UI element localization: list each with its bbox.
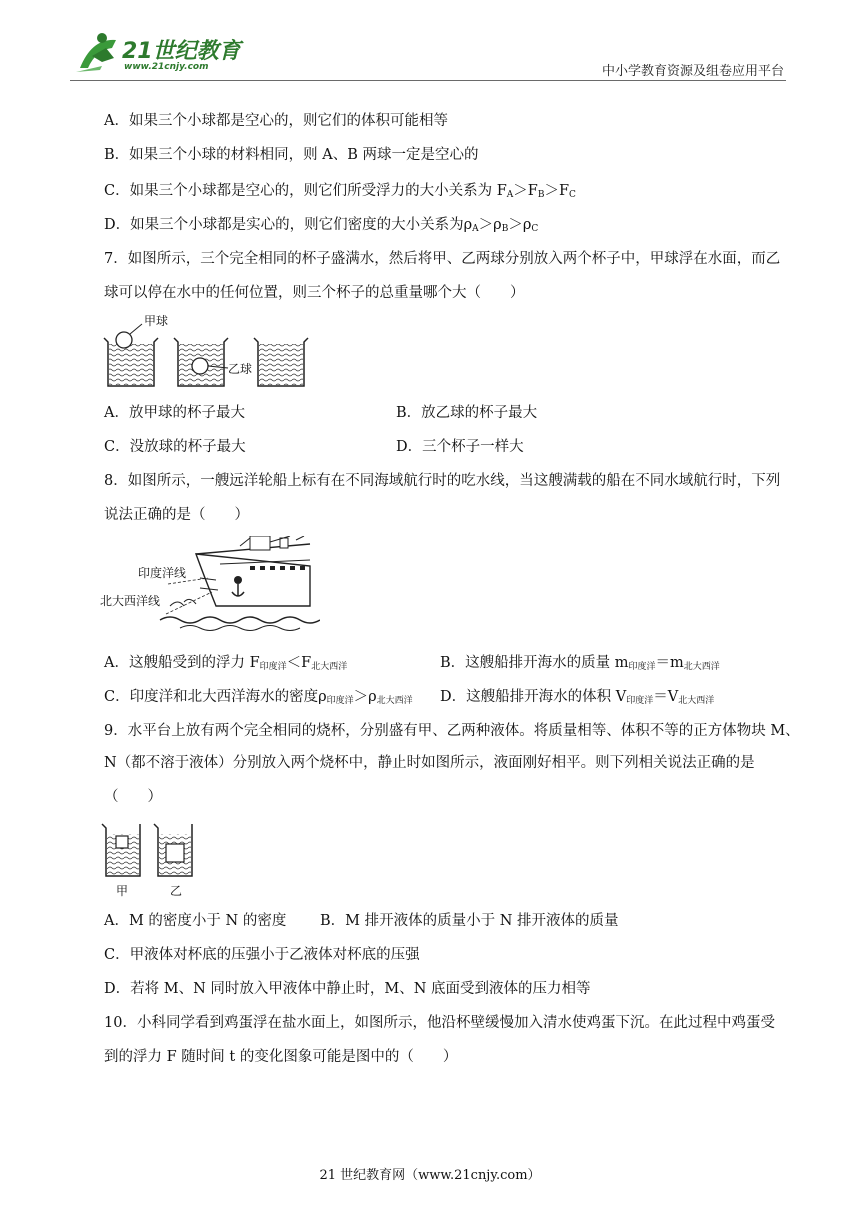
sub: C: [531, 224, 539, 234]
q10-stem-line1: 10．小科同学看到鸡蛋浮在盐水面上，如图所示，他沿杯壁缓慢加入清水使鸡蛋下沉。在此过程中鸡蛋受: [104, 1015, 775, 1031]
symbol: ρ: [368, 689, 377, 705]
q8-figure: [100, 536, 320, 636]
q7-stem-line1: 7．如图所示，三个完全相同的杯子盛满水，然后将甲、乙两球分别放入两个杯子中，甲球浮在水面，而乙: [104, 251, 781, 267]
q7-figure: [100, 312, 320, 392]
gt-sign: ＞: [353, 689, 369, 705]
label-yi-beaker: 乙: [170, 884, 183, 898]
q8-stem-line2: 说法正确的是（ ）: [104, 507, 249, 523]
q6-option-c-text: C．如果三个小球都是空心的，则它们所受浮力的大小关系为 F: [104, 183, 507, 199]
eq-sign: ＝: [655, 655, 671, 671]
q8-option-c-text: C．印度洋和北大西洋海水的密度ρ: [104, 689, 327, 705]
q9-option-b: B．M 排开液体的质量小于 N 排开液体的质量: [320, 913, 619, 929]
q8-option-a-text: A．这艘船受到的浮力 F: [104, 655, 260, 671]
q6-option-d-text: D．如果三个小球都是实心的，则它们密度的大小关系为ρ: [104, 217, 473, 233]
sub: A: [472, 224, 479, 234]
sub: B: [501, 224, 509, 234]
label-jia-beaker: 甲: [116, 884, 129, 898]
header-divider: [70, 80, 786, 81]
q9-option-c: C．甲液体对杯底的压强小于乙液体对杯底的压强: [104, 947, 420, 963]
beakers-diagram-icon: [100, 820, 210, 880]
q6-option-a: A．如果三个小球都是空心的，则它们的体积可能相等: [104, 113, 448, 129]
q7-option-d: D．三个杯子一样大: [396, 439, 524, 455]
label-north-atlantic-line: 北大西洋线: [100, 594, 161, 608]
lt-sign: ＜: [286, 655, 302, 671]
gt-sign: ＞: [508, 217, 523, 233]
sub: A: [506, 190, 514, 200]
sub: 印度洋: [326, 696, 354, 706]
q9-stem-line3: （ ）: [104, 789, 162, 805]
q8-option-c: [104, 686, 413, 712]
q9-figure: [100, 820, 210, 898]
q7-option-a: A．放甲球的杯子最大: [104, 405, 245, 421]
sub: 北大西洋: [678, 696, 715, 706]
q8-option-a: [104, 652, 347, 678]
symbol: m: [670, 655, 684, 671]
q7-option-c: C．没放球的杯子最大: [104, 439, 246, 455]
sub: C: [569, 190, 576, 200]
logo-domain: www.21cnjy.com: [124, 62, 209, 72]
q8-option-d-text: D．这艘船排开海水的体积 V: [440, 689, 627, 705]
q9-option-a: A．M 的密度小于 N 的密度: [104, 913, 287, 929]
platform-name: 中小学教育资源及组卷应用平台: [601, 64, 784, 79]
gt-sign: ＞: [513, 183, 528, 199]
q6-option-d: D．如果三个小球都是实心的，则它们密度的大小关系为$\rho_A>\rho_B>\rho_C$: [104, 217, 539, 234]
symbol: V: [667, 689, 679, 705]
gt-sign: ＞: [478, 217, 494, 233]
q8-option-d: [440, 686, 714, 712]
gt-sign: ＞: [544, 183, 559, 199]
sub: 北大西洋: [311, 662, 348, 672]
sub: 北大西洋: [683, 662, 720, 672]
q9-stem-line2: N（都不溶于液体）分别放入两个烧杯中，静止时如图所示，液面刚好相平。则下列相关说法正确的是: [104, 755, 755, 771]
sub: B: [537, 190, 545, 200]
q7-stem-line2: 球可以停在水中的任何位置，则三个杯子的总重量哪个大（ ）: [104, 285, 525, 301]
q6-option-b: B．如果三个小球的材料相同，则 A、B 两球一定是空心的: [104, 147, 479, 163]
label-yi-ball: 乙球: [228, 362, 253, 376]
label-jia-ball: 甲球: [144, 314, 169, 328]
sub: 印度洋: [259, 662, 287, 672]
q8-stem-line1: 8．如图所示，一艘远洋轮船上标有在不同海域航行时的吃水线，当这艘满载的船在不同水域航行时，下列: [104, 473, 781, 489]
q10-stem-line2: 到的浮力 F 随时间 t 的变化图象可能是图中的（ ）: [104, 1049, 458, 1065]
symbol: F: [301, 655, 312, 671]
sub: 印度洋: [628, 662, 656, 672]
logo: [72, 28, 242, 78]
q9-option-d: D．若将 M、N 同时放入甲液体中静止时，M、N 底面受到液体的压力相等: [104, 981, 591, 997]
cups-diagram-icon: [100, 312, 320, 392]
label-indian-ocean-line: 印度洋线: [138, 566, 187, 580]
q9-stem-line1: 9．水平台上放有两个完全相同的烧杯，分别盛有甲、乙两种液体。将质量相等、体积不等的正方体物块 M、: [104, 723, 800, 739]
eq-sign: ＝: [653, 689, 668, 705]
q8-option-b-text: B．这艘船排开海水的质量 m: [440, 655, 629, 671]
logo-text: 21世纪教育: [122, 39, 241, 64]
q8-option-b: [440, 652, 720, 678]
q6-option-c: C．如果三个小球都是空心的，则它们所受浮力的大小关系为 $F_A>F_B>F_C$: [104, 183, 576, 200]
ship-diagram-icon: [100, 536, 320, 636]
sub: 印度洋: [626, 696, 654, 706]
page-footer: 21 世纪教育网（www.21cnjy.com）: [319, 1168, 541, 1183]
sub: 北大西洋: [376, 696, 413, 706]
q7-option-b: B．放乙球的杯子最大: [396, 405, 538, 421]
